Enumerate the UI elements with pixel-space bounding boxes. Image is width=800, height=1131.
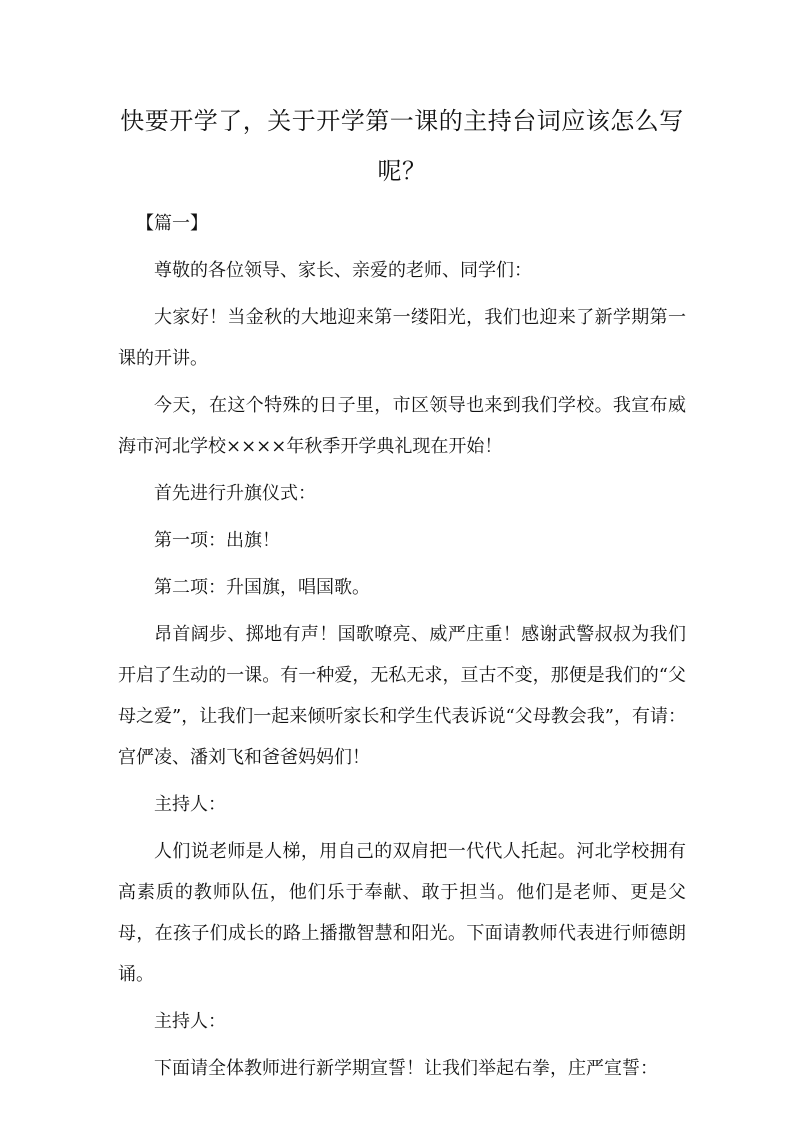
paragraph-teacher-oath: 下面请全体教师进行新学期宣誓！让我们举起右拳，庄严宣誓： [154, 1058, 658, 1079]
section-label: 【篇一】 [136, 213, 208, 234]
paragraph-item-two: 第二项：升国旗，唱国歌。 [154, 577, 370, 598]
paragraph-parents-love: 昂首阔步、掷地有声！国歌嘹亮、威严庄重！感谢武警叔叔为我们开启了生动的一课。有一种爱，无私无求，亘古不变，那便是我们的“父母之爱”，让我们一起来倾听家长和学生代表诉说“父母教会我”，有请：宫俨凌、潘刘飞和爸爸妈妈们！ [118, 624, 686, 768]
paragraph-item-one: 第一项：出旗！ [154, 530, 280, 551]
document-title: 快要开学了，关于开学第一课的主持台词应该怎么写呢？ [120, 107, 684, 185]
paragraph-flag-ceremony: 首先进行升旗仪式： [154, 483, 316, 504]
paragraph-teachers: 人们说老师是人梯，用自己的双肩把一代代人托起。河北学校拥有高素质的教师队伍，他们乐于奉献、敢于担当。他们是老师、更是父母，在孩子们成长的路上播撒智慧和阳光。下面请教师代表进行师德朗诵。 [118, 841, 686, 985]
paragraph-greeting: 大家好！当金秋的大地迎来第一缕阳光，我们也迎来了新学期第一课的开讲。 [118, 307, 686, 369]
paragraph-host-label: 主持人： [154, 794, 226, 815]
paragraph-salutation: 尊敬的各位领导、家长、亲爱的老师、同学们： [154, 260, 532, 281]
paragraph-opening-announcement: 今天，在这个特殊的日子里，市区领导也来到我们学校。我宣布威海市河北学校××××年秋季开学典礼现在开始！ [118, 395, 686, 457]
document-body [118, 203, 686, 1095]
paragraph-host-label: 主持人： [154, 1011, 226, 1032]
